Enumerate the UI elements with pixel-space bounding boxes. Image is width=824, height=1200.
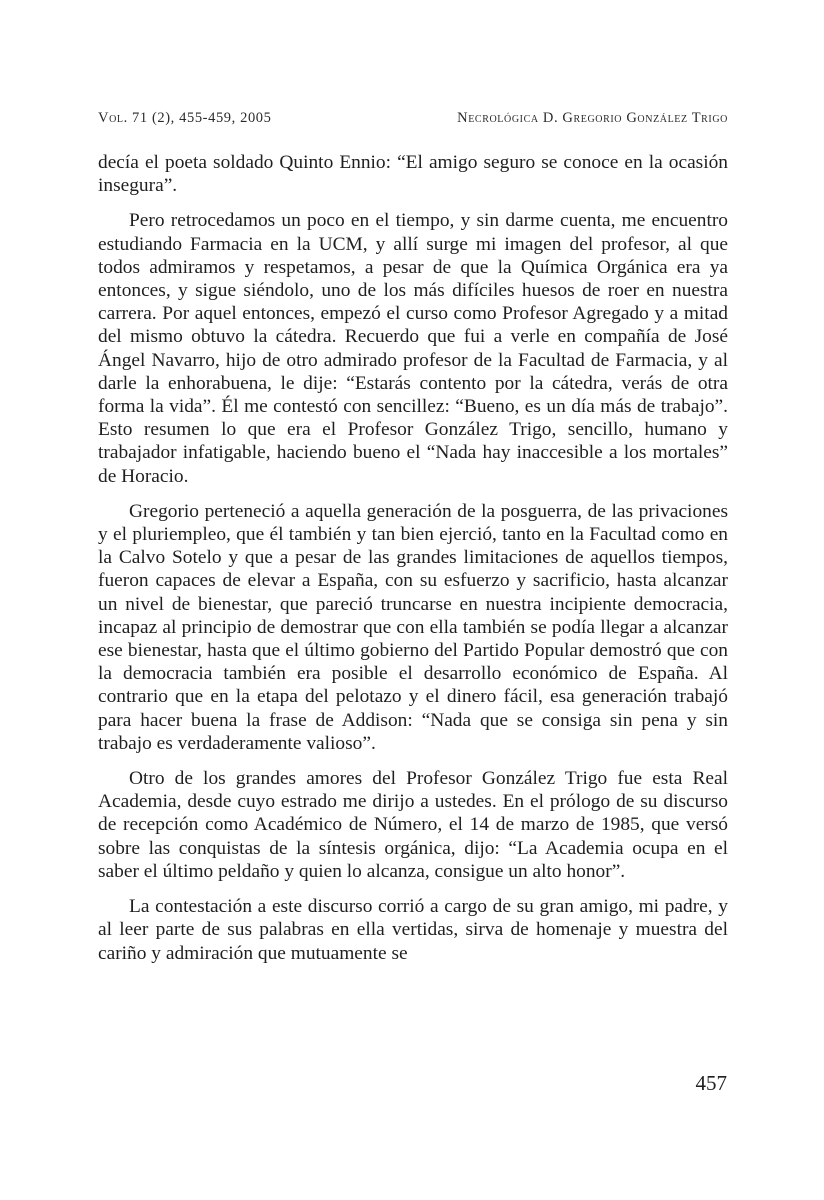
paragraph: Otro de los grandes amores del Profesor González Trigo fue esta Real Academia, desde cuyo estrado me dirijo a ustedes. En el prólogo de su discurso de recepción como Académico de Número, el 14 de marzo de 1985, que versó sobre las conquistas de la síntesis orgánica, dijo: “La Academia ocupa en el saber el último peldaño y quien lo alcanza, consigue un alto honor”.	[98, 768, 728, 882]
paragraph: Gregorio perteneció a aquella generación de la posguerra, de las privaciones y el pluriempleo, que él también y tan bien ejerció, tanto en la Facultad como en la Calvo Sotelo y que a pesar de las grandes limitaciones de aquellos tiempos, fueron capaces de elevar a España, con su esfuerzo y sacrificio, hasta alcanzar un nivel de bienestar, que pareció truncarse en nuestra incipiente democracia, incapaz al principio de demostrar que con ella también se podía llegar a alcanzar ese bienestar, hasta que el último gobierno del Partido Popular demostró que con la democracia también era posible el desarrollo económico de España. Al contrario que en la etapa del pelotazo y el dinero fácil, esa generación trabajó para hacer buena la frase de Addison: “Nada que se consiga sin pena y sin trabajo es verdaderamente valioso”.	[98, 500, 728, 754]
article-title: Necrológica D. Gregorio González Trigo	[457, 110, 728, 126]
page-number: 457	[695, 1071, 727, 1095]
running-header	[98, 110, 728, 130]
paragraph-continuation: decía el poeta soldado Quinto Ennio: “El amigo seguro se conoce en la ocasión insegura”.	[98, 152, 728, 197]
body-text	[98, 151, 728, 977]
journal-reference: Vol. 71 (2), 455-459, 2005	[98, 110, 272, 126]
paragraph: Pero retrocedamos un poco en el tiempo, y sin darme cuenta, me encuentro estudiando Farmacia en la UCM, y allí surge mi imagen del profesor, al que todos admiramos y respetamos, a pesar de que la Química Orgánica era ya entonces, y sigue siéndolo, uno de los más difíciles huesos de roer en nuestra carrera. Por aquel entonces, empezó el curso como Profesor Agregado y a mitad del mismo obtuvo la cátedra. Recuerdo que fui a verle en compañía de José Ángel Navarro, hijo de otro admirado profesor de la Facultad de Farmacia, y al darle la enhorabuena, le dije: “Estarás contento por la cátedra, verás de otra forma la vida”. Él me contestó con sencillez: “Bueno, es un día más de trabajo”. Esto resumen lo que era el Profesor González Trigo, sencillo, humano y trabajador infatigable, haciendo bueno el “Nada hay inaccesible a los mortales” de Horacio.	[98, 210, 728, 487]
paragraph: La contestación a este discurso corrió a cargo de su gran amigo, mi padre, y al leer parte de sus palabras en ella vertidas, sirva de homenaje y muestra del cariño y admiración que mutuamente se	[98, 896, 728, 964]
